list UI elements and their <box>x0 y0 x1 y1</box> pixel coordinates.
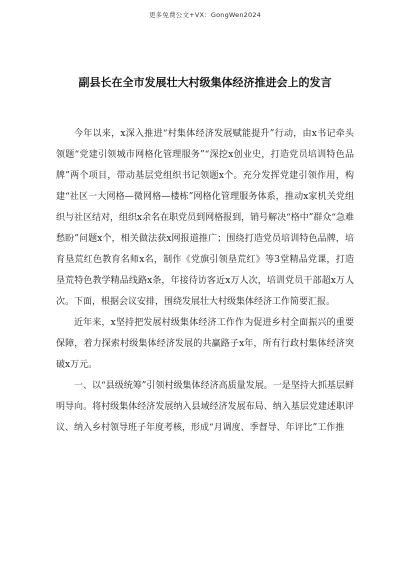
header-note: 更多免费公文+VX：GongWen2024 <box>148 11 261 19</box>
document-title: 副县长在全市发展壮大村级集体经济推进会上的发言 <box>78 76 332 89</box>
paragraph-overview: 近年来，x坚持把发展村级集体经济工作作为促进乡村全面振兴的重要保障，着力探索村级集体经济发展的共赢路子x年，所有行政村集体经济突破x万元。 <box>56 318 354 370</box>
paragraph-intro: 今年以来，x深入推进“村集体经济发展赋能提升”行动，由x书记牵头领题“党建引领城市网格化管理服务”“深挖x创业史，打造党员培训特色品牌”两个项目，带动基层党组织书记领题x个。充分发挥党建引领作用，构建“社区一大网格—微网格—楼栋”网格化管理服务体系，推动x家机关党组织与社区结对，组织x余名在职党员到网格报到，销号解决“格中”群众“急难愁盼”问题x个，相关做法获x网报道推广；围绕打造党员培训特色品牌，培育垦荒红色教育名师x名，制作《党旗引领垦荒红》等3堂精品党课，打造垦荒特色教学精品线路x条，年接待访客近x万人次，培训党员干部超x万人次。下面，根据会议安排，围绕发展壮大村级集体经济工作简要汇报。 <box>56 129 354 307</box>
paragraph-section-one: 一、以“县级统筹”引领村级集体经济高质量发展。一是坚持大抓基层鲜明导向。将村级集体经济发展纳入县域经济发展布局、纳入基层党建述职评议、纳入乡村领导班子年度考核，形成“月调度、季督导、年评比”工作推 <box>56 381 354 433</box>
document-body <box>56 124 354 439</box>
